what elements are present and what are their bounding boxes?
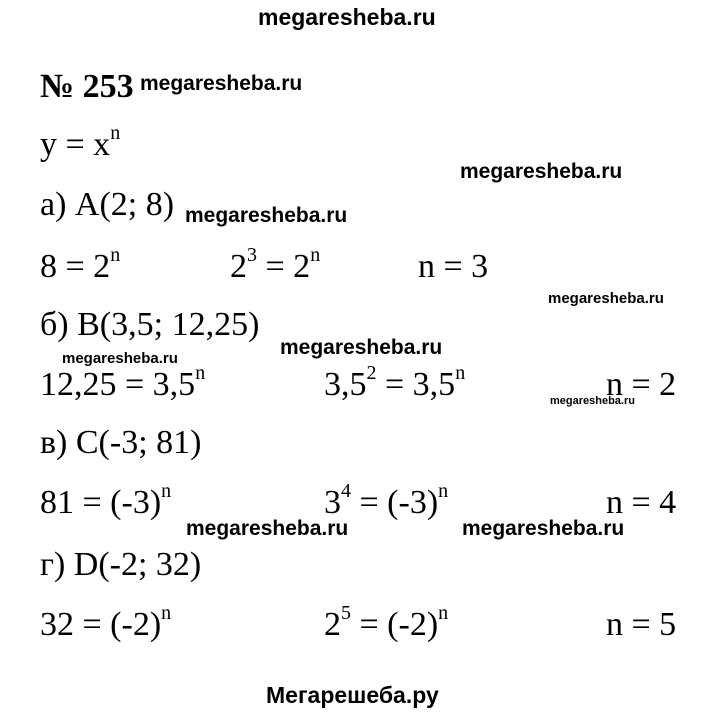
part-g-eq1: $32 = (-2)^n$ <box>40 602 172 643</box>
part-g-result: n = 5 <box>606 606 677 643</box>
part-b-eq1: $12,25 = 3,5^n$ <box>40 362 206 403</box>
watermark-tiny-right: megaresheba.ru <box>550 395 635 407</box>
watermark-after-a: megaresheba.ru <box>185 204 348 227</box>
part-v-eq1: $81 = (-3)^n$ <box>40 480 172 521</box>
main-formula: $y = x^n$ <box>40 122 121 163</box>
part-a-label: а) A(2; 8) <box>40 186 175 223</box>
part-a-result: n = 3 <box>418 248 489 285</box>
watermark-top: megaresheba.ru <box>258 4 436 30</box>
problem-number: № 253 <box>40 68 134 105</box>
part-a-eq1: $8 = 2^n$ <box>40 244 121 285</box>
part-v-label: в) C(-3; 81) <box>40 424 202 461</box>
part-v-result: n = 4 <box>606 484 677 521</box>
part-b-result: n = 2 <box>606 366 677 403</box>
watermark-footer: Мегарешеба.ру <box>266 682 439 708</box>
watermark-bottom-left: megaresheba.ru <box>186 517 349 540</box>
watermark-small-right: megaresheba.ru <box>548 290 664 307</box>
watermark-right-1: megaresheba.ru <box>460 160 623 183</box>
part-g-eq2: $2^5 = (-2)^n$ <box>324 602 449 643</box>
part-a-eq2: $2^3 = 2^n$ <box>230 244 321 285</box>
part-v-eq2: $3^4 = (-3)^n$ <box>324 480 449 521</box>
watermark-bottom-right: megaresheba.ru <box>462 517 625 540</box>
part-g-label: г) D(-2; 32) <box>40 546 202 583</box>
part-b-label: б) B(3,5; 12,25) <box>40 306 260 343</box>
watermark-small-left: megaresheba.ru <box>62 350 178 367</box>
watermark-mid-b: megaresheba.ru <box>280 336 443 359</box>
watermark-after-title: megaresheba.ru <box>140 72 303 95</box>
part-b-eq2: $3,5^2 = 3,5^n$ <box>324 362 466 403</box>
